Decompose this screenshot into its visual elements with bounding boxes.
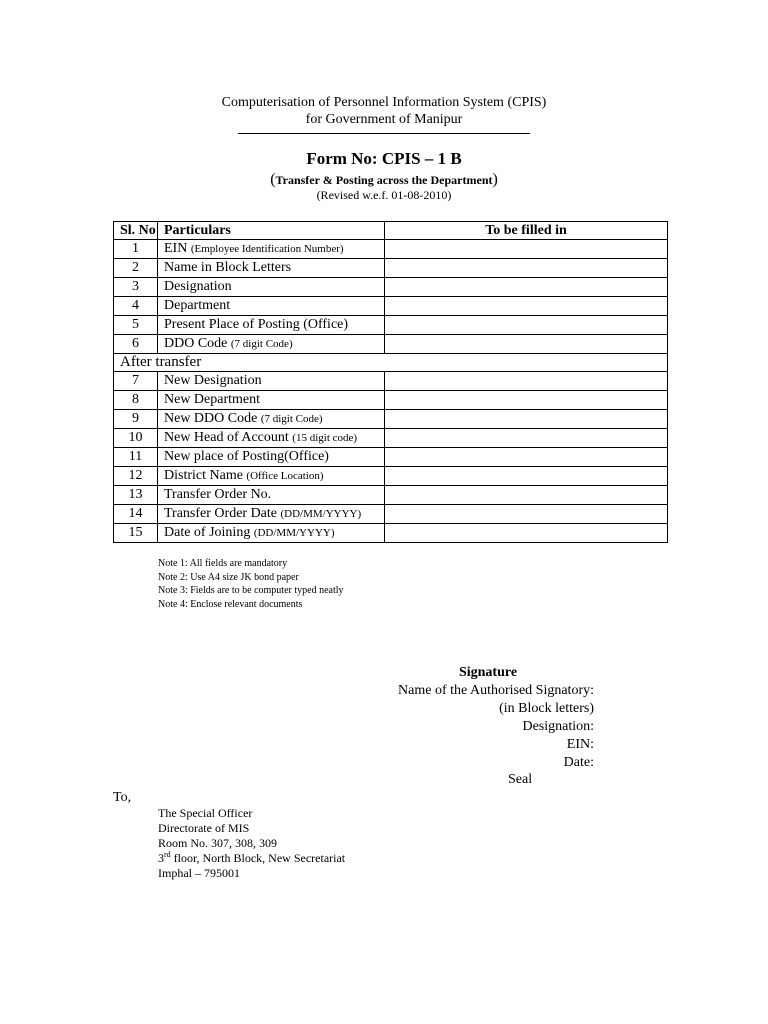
- address-line: The Special Officer: [158, 806, 253, 820]
- fill-in-cell[interactable]: [385, 372, 668, 391]
- form-subtitle-text: Transfer & Posting across the Department: [275, 173, 493, 187]
- fill-in-cell[interactable]: [385, 505, 668, 524]
- note-line: Note 4: Enclose relevant documents: [158, 598, 303, 610]
- fill-in-cell[interactable]: [385, 297, 668, 316]
- row-particular: [158, 467, 385, 486]
- row-number: 14: [114, 505, 158, 524]
- particular-label: New DDO Code: [164, 411, 258, 426]
- table-row: [114, 486, 668, 505]
- block-letters-label: (in Block letters): [499, 701, 594, 716]
- to-label: To,: [113, 790, 132, 805]
- form-number: Form No: CPIS – 1 B: [306, 149, 462, 168]
- note-line: Note 3: Fields are to be computer typed neatly: [158, 585, 344, 596]
- table-row: [114, 448, 668, 467]
- row-particular: [158, 524, 385, 543]
- table-row: [114, 297, 668, 316]
- particular-note: (Employee Identification Number): [190, 243, 344, 255]
- row-number: 1: [114, 240, 158, 259]
- column-header-particulars: Particulars: [158, 222, 385, 240]
- table-header-row: [114, 222, 668, 240]
- note-line: Note 1: All fields are mandatory: [158, 558, 288, 569]
- notes-block: [158, 557, 344, 611]
- fill-in-cell[interactable]: [385, 316, 668, 335]
- signature-block: [398, 664, 594, 772]
- header-divider: [238, 133, 530, 134]
- particular-label: Present Place of Posting (Office): [164, 317, 349, 332]
- table-row: [114, 524, 668, 543]
- ein-label: EIN:: [566, 737, 594, 752]
- row-particular: [158, 448, 385, 467]
- address-block: [158, 806, 345, 881]
- row-number: 15: [114, 524, 158, 543]
- fill-in-cell[interactable]: [385, 240, 668, 259]
- floor-number: 3: [158, 851, 164, 865]
- table-row: [114, 335, 668, 354]
- address-line-floor: [158, 851, 345, 866]
- signature-heading: Signature: [458, 665, 518, 680]
- table-row: [114, 316, 668, 335]
- particular-label: DDO Code: [164, 336, 228, 351]
- table-body: [114, 240, 668, 543]
- form-revised: (Revised w.e.f. 01-08-2010): [316, 188, 452, 202]
- particular-label: District Name: [164, 468, 243, 483]
- particular-note: (7 digit Code): [260, 413, 323, 425]
- row-number: 7: [114, 372, 158, 391]
- table-row: [114, 240, 668, 259]
- row-number: 12: [114, 467, 158, 486]
- row-particular: [158, 278, 385, 297]
- row-particular: [158, 391, 385, 410]
- header-line-1: Computerisation of Personnel Information System (CPIS): [221, 95, 547, 110]
- floor-suffix: rd: [164, 850, 171, 859]
- row-particular: [158, 505, 385, 524]
- table-row: [114, 372, 668, 391]
- particular-label: Date of Joining: [164, 525, 251, 540]
- row-particular: [158, 486, 385, 505]
- fill-in-cell[interactable]: [385, 278, 668, 297]
- table-row: [114, 391, 668, 410]
- address-line-city: Imphal – 795001: [158, 866, 240, 880]
- row-particular: [158, 372, 385, 391]
- particular-note: (DD/MM/YYYY): [280, 508, 362, 520]
- header-line-2: for Government of Manipur: [305, 112, 463, 127]
- designation-label: Designation:: [522, 719, 594, 734]
- particular-note: (7 digit Code): [230, 338, 293, 350]
- address-line: Directorate of MIS: [158, 821, 250, 835]
- fill-in-cell[interactable]: [385, 486, 668, 505]
- form-subtitle: (Transfer & Posting across the Department): [270, 171, 498, 188]
- floor-text: floor, North Block, New Secretariat: [170, 851, 346, 865]
- row-number: 13: [114, 486, 158, 505]
- row-particular: [158, 297, 385, 316]
- signatory-name-label: Name of the Authorised Signatory:: [398, 683, 594, 698]
- fill-in-cell[interactable]: [385, 448, 668, 467]
- row-particular: [158, 259, 385, 278]
- particular-label: New place of Posting(Office): [164, 449, 329, 464]
- particular-label: New Head of Account: [164, 430, 289, 445]
- fill-in-cell[interactable]: [385, 335, 668, 354]
- seal-label: Seal: [508, 772, 533, 787]
- row-particular: [158, 316, 385, 335]
- row-particular: [158, 240, 385, 259]
- fill-in-cell[interactable]: [385, 410, 668, 429]
- address-line: Room No. 307, 308, 309: [158, 836, 278, 850]
- particular-note: (DD/MM/YYYY): [253, 527, 335, 539]
- table-row: [114, 467, 668, 486]
- row-number: 3: [114, 278, 158, 297]
- table-row: [114, 410, 668, 429]
- row-number: 9: [114, 410, 158, 429]
- note-line: Note 2: Use A4 size JK bond paper: [158, 571, 299, 583]
- particular-note: (15 digit code): [292, 432, 358, 444]
- particular-label: New Department: [164, 392, 261, 407]
- particular-label: New Designation: [164, 373, 262, 388]
- table-row: [114, 259, 668, 278]
- row-number: 5: [114, 316, 158, 335]
- table-row: [114, 505, 668, 524]
- row-particular: [158, 429, 385, 448]
- particular-label: Name in Block Letters: [164, 260, 292, 275]
- row-number: 6: [114, 335, 158, 354]
- row-number: 8: [114, 391, 158, 410]
- table-row: [114, 278, 668, 297]
- row-particular: [158, 410, 385, 429]
- particular-label: Designation: [164, 279, 232, 294]
- particular-label: Transfer Order Date: [164, 506, 277, 521]
- fill-in-cell[interactable]: [385, 467, 668, 486]
- row-number: 10: [114, 429, 158, 448]
- date-label: Date:: [563, 755, 594, 770]
- fill-in-cell[interactable]: [385, 391, 668, 410]
- fill-in-cell[interactable]: [385, 259, 668, 278]
- row-number: 11: [114, 448, 158, 467]
- table-row: [114, 429, 668, 448]
- section-row: [114, 354, 668, 372]
- row-number: 2: [114, 259, 158, 278]
- row-number: 4: [114, 297, 158, 316]
- row-particular: [158, 335, 385, 354]
- column-header-sl: Sl. No: [114, 222, 158, 240]
- column-header-fill: To be filled in: [385, 222, 668, 240]
- particular-label: Transfer Order No.: [164, 487, 272, 502]
- particulars-table: [113, 221, 668, 543]
- particular-note: (Office Location): [246, 470, 324, 482]
- fill-in-cell[interactable]: [385, 429, 668, 448]
- section-label-after-transfer: After transfer: [114, 354, 668, 372]
- fill-in-cell[interactable]: [385, 524, 668, 543]
- particular-label: Department: [164, 298, 231, 313]
- particular-label: EIN: [164, 241, 188, 256]
